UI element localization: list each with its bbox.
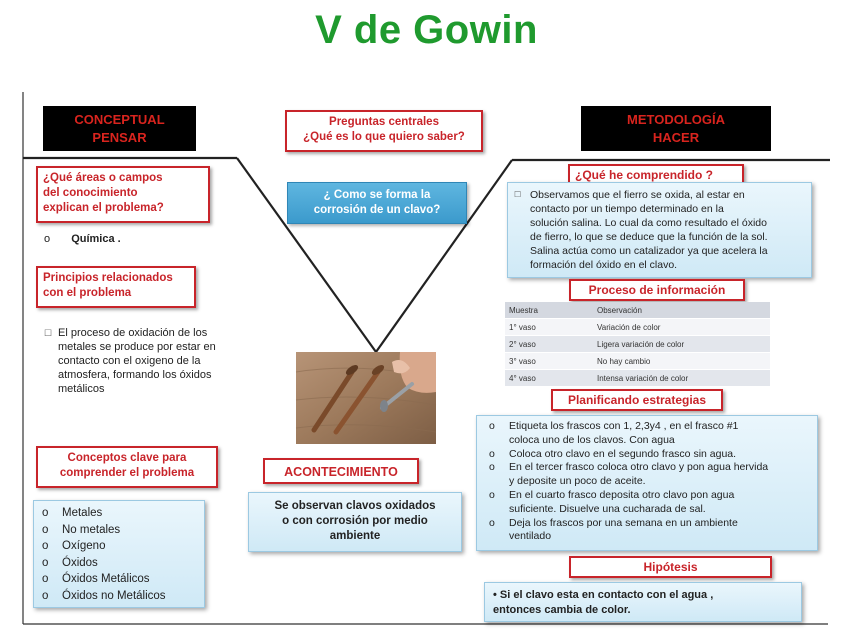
checkbox-bullet-icon: ☐ — [514, 190, 522, 199]
areas-item — [44, 232, 121, 246]
table-row: 2° vaso Ligera variación de color — [505, 336, 770, 353]
principios-label — [36, 266, 196, 308]
areas-label-line: explican el problema? — [43, 202, 164, 214]
hipotesis-line: entonces cambia de color. — [493, 604, 631, 616]
list-item: o Etiqueta los frascos con 1, 2,3y4 , en el frasco #1 coloca uno de los clavos. Con agua — [489, 420, 739, 446]
list-item: o Óxidos no Metálicos — [42, 589, 166, 602]
table-row: 1° vaso Variación de color — [505, 319, 770, 336]
metodologia-line2: HACER — [652, 130, 700, 145]
principios-line: contacto con el oxigeno de la — [58, 355, 201, 367]
acontecimiento-label: ACONTECIMIENTO — [263, 458, 419, 484]
areas-label — [36, 166, 210, 223]
acontecimiento-line: ambiente — [329, 530, 381, 542]
table-row: 4° vaso Intensa variación de color — [505, 370, 770, 387]
principios-line: El proceso de oxidación de los — [58, 327, 208, 339]
central-questions-label — [285, 110, 483, 152]
acontecimiento-line: Se observan clavos oxidados — [274, 500, 436, 512]
conceptual-line1: CONCEPTUAL — [74, 112, 165, 127]
principios-label-line: Principios relacionados — [43, 272, 173, 284]
conceptos-label-line: Conceptos clave para — [67, 452, 187, 464]
areas-item-text: Química . — [71, 233, 121, 245]
list-item: o Metales — [42, 507, 103, 519]
table-row: 3° vaso No hay cambio — [505, 353, 770, 370]
list-item: o No metales — [42, 523, 121, 536]
list-item: o Óxidos Metálicos — [42, 573, 150, 585]
acontecimiento-box — [248, 492, 462, 552]
conceptos-label — [36, 446, 218, 488]
central-question-box — [287, 182, 467, 224]
planificando-label: Planificando estrategias — [551, 389, 723, 411]
comprendido-line: Observamos que el fierro se oxida, al estar en — [530, 189, 745, 201]
list-item: o Oxígeno — [42, 540, 106, 552]
areas-label-line: del conocimiento — [43, 187, 138, 199]
list-item: o En el cuarto frasco deposita otro clavo pon agua suficiente. Disuelve una cucharada de sal. — [489, 488, 735, 515]
conceptos-label-line: comprender el problema — [59, 467, 195, 479]
planificando-box — [476, 415, 818, 551]
hipotesis-box — [484, 582, 802, 622]
acontecimiento-line: o con corrosión por medio — [282, 515, 428, 527]
principios-line: metales se produce por estar en — [58, 341, 216, 353]
principios-line: atmosfera, formando los óxidos — [58, 369, 212, 381]
hipotesis-line: • Si el clavo esta en contacto con el agua , — [493, 589, 714, 601]
comprendido-line: contacto por un tiempo determinado en la — [530, 203, 724, 215]
question-line1: ¿ Como se forma la — [323, 189, 431, 201]
conceptos-box — [33, 500, 205, 608]
nails-photo — [296, 352, 436, 444]
central-line2: ¿Qué es lo que quiero saber? — [303, 131, 465, 143]
metodologia-line1: METODOLOGÍA — [627, 112, 725, 127]
principios-label-line: con el problema — [43, 287, 132, 299]
metodologia-header — [581, 106, 771, 151]
hipotesis-label: Hipótesis — [569, 556, 772, 578]
list-item: o Coloca otro clavo en el segundo frasco sin agua. — [489, 447, 737, 460]
conceptual-line2: PENSAR — [92, 130, 147, 145]
comprendido-line: Salina actúa como un catalizador ya que acelera la — [530, 245, 768, 257]
proceso-label: Proceso de información — [569, 279, 745, 301]
principios-line: metálicos — [58, 383, 105, 395]
comprendido-box — [507, 182, 812, 278]
principios-text — [44, 326, 264, 396]
list-item: o Óxidos — [42, 556, 98, 569]
list-item: o En el tercer frasco coloca otro clavo y pon agua hervida y deposite un poco de aceite. — [489, 461, 769, 488]
comprendido-line: solución salina. Lo cual da como resultado el óxido — [530, 217, 767, 229]
question-line2: corrosión de un clavo? — [313, 204, 441, 216]
list-item: o Deja los frascos por una semana en un ambiente ventilado — [489, 516, 738, 543]
conceptual-header — [43, 106, 196, 151]
areas-label-line: ¿Qué áreas o campos — [43, 172, 163, 184]
comprendido-line: formación del óxido en el clavo. — [530, 259, 678, 271]
circle-bullet-icon: o — [44, 233, 51, 245]
central-line1: Preguntas centrales — [329, 116, 439, 128]
table-row: Muestra Observación — [505, 302, 770, 319]
checkbox-bullet-icon: ☐ — [44, 328, 53, 338]
page-title: V de Gowin — [315, 8, 538, 52]
proceso-table — [505, 302, 770, 387]
comprendido-line: de fierro, lo que se deduce que la función de la sol. — [530, 231, 768, 243]
comprendido-label: ¿Qué he comprendido ? — [568, 164, 744, 186]
